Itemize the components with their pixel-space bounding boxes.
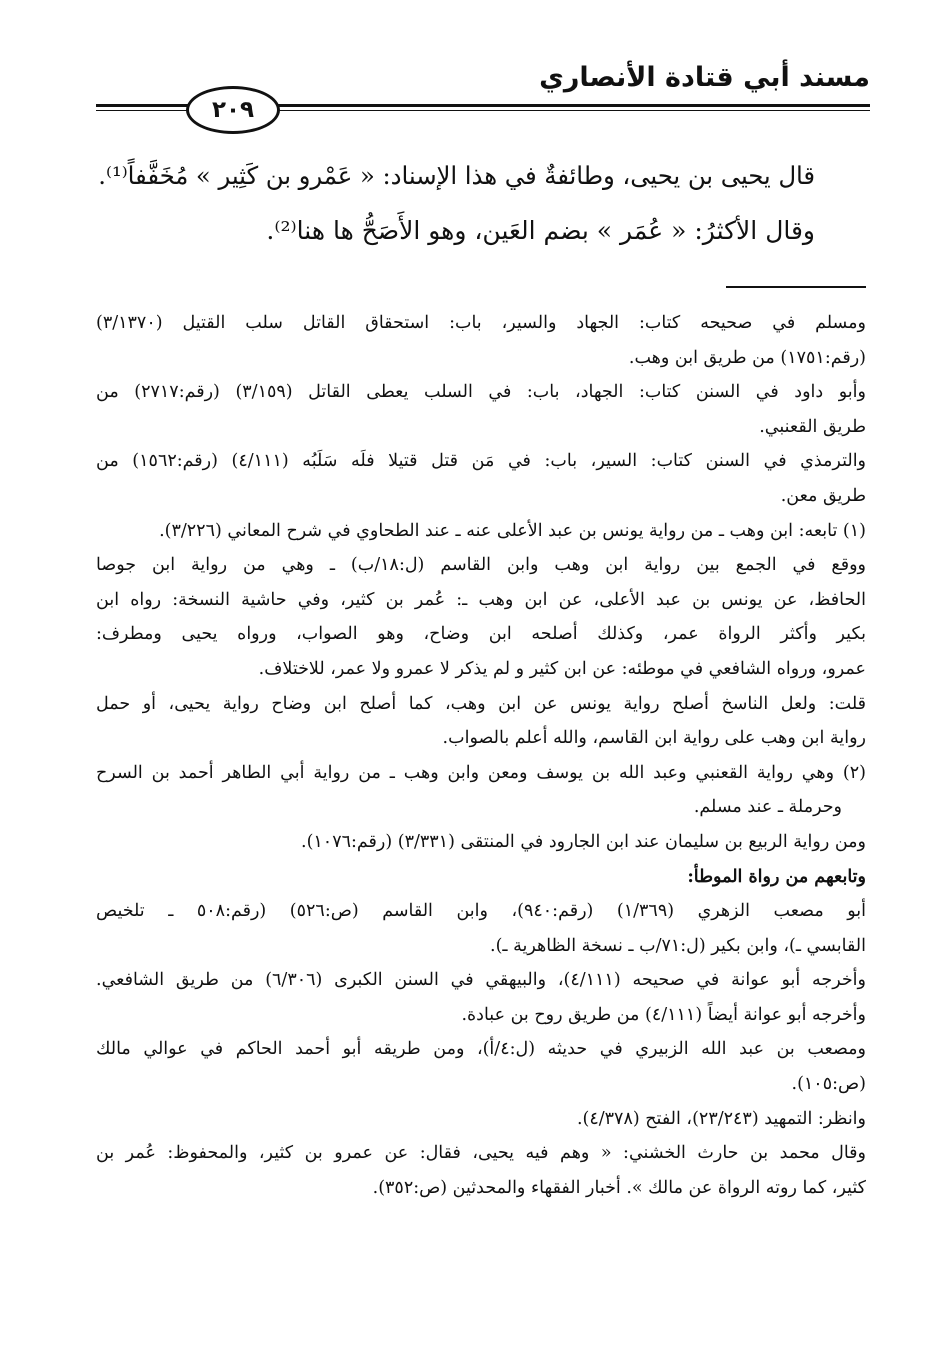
footnote-line: طريق القعنبي. (759, 416, 866, 437)
footnote-line: والترمذي في السنن كتاب: السير، باب: في مَن قتل قتيلا فلَه سَلَبُه (٤/١١١) (رقم:١٥٦٢) من (96, 451, 867, 472)
footnote-line: رواية ابن وهب على رواية ابن القاسم، والله أعلم بالصواب. (442, 728, 866, 749)
footnote-line: طريق معن. (780, 485, 866, 506)
page-number: ٢٠٩ (211, 97, 255, 123)
footnote-line: ومسلم في صحيحه كتاب: الجهاد والسير، باب: استحقاق القاتل سلب القتيل (٣/١٣٧٠) (96, 313, 866, 333)
footnote-line: ووقع في الجمع بين رواية ابن وهب وابن القاسم (ل:١٨/ب) ـ وهي من رواية ابن جوصا (96, 555, 866, 576)
main-text (95, 148, 815, 258)
footnote-line: بكير وأكثر الرواة عمر، وكذلك أصلحه ابن وضاح، وهو الصواب، ورواه يحيى ومطرف: (96, 624, 866, 645)
main-line: قال يحيى بن يحيى، وطائفةٌ في هذا الإسناد: « عَمْرو بن كَثِير » مُخَفَّفاً⁽¹⁾. (98, 161, 815, 190)
footnote-line: وانظر: التمهيد (٢٣/٢٤٣)، الفتح (٤/٣٧٨). (576, 1108, 866, 1129)
running-header-title: مسند أبي قتادة الأنصاري (539, 62, 870, 93)
footnote-line: (ص:١٠٥). (791, 1074, 866, 1095)
footnote-line: وحرملة ـ عند مسلم. (693, 797, 842, 818)
footnotes (96, 306, 866, 1205)
footnote-line: وأخرجه أبو عوانة أيضاً (٤/١١١) من طريق روح بن عبادة. (461, 1004, 866, 1025)
footnote-line: الحافظ، عن يونس بن عبد الأعلى، عن ابن وهب ـ: عُمر بن كثير، وفي حاشية النسخة: رواه ابن (96, 589, 866, 610)
footnote-line: ومصعب بن عبد الله الزبيري في حديثه (ل:٤/أ)، ومن طريقه أبو أحمد الحاكم في عوالي مالك (96, 1039, 866, 1060)
footnote-line: كثير، كما روته الرواة عن مالك ». أخبار الفقهاء والمحدثين (ص:٣٥٢). (372, 1177, 866, 1198)
page-number-oval (186, 86, 280, 134)
footnote-line: (رقم:١٧٥١) من طريق ابن وهب. (628, 347, 866, 368)
footnote-line: قلت: ولعل الناسخ أصلح رواية يونس عن ابن وهب، كما أصلح ابن وضاح رواية يحيى، أو حمل (96, 693, 866, 714)
footnote-separator (726, 286, 866, 288)
footnote-line: وأبو داود في السنن كتاب: الجهاد، باب: في السلب يعطى القاتل (٣/١٥٩) (رقم:٢٧١٧) من (96, 382, 866, 403)
footnote-line: عمرو، ورواه الشافعي في موطئه: عن ابن كثير و لم يذكر لا عمرو ولا عمر، للاختلاف. (258, 658, 866, 679)
footnote-line: القابسي ـ)، وابن بكير (ل:٧١/ب ـ نسخة الظاهرية ـ). (490, 935, 866, 956)
footnote-line: أبو مصعب الزهري (١/٣٦٩) (رقم:٩٤٠)، وابن القاسم (ص:٥٢٦) (رقم:٥٠٨ ـ تلخيص (96, 901, 867, 922)
footnote-line: (١) تابعه: ابن وهب ـ من رواية يونس بن عبد الأعلى عنه ـ عند الطحاوي في شرح المعاني (٣/٢٢٦). (159, 520, 866, 541)
footnote-line: وأخرجه أبو عوانة في صحيحه (٤/١١١)، والبيهقي في السنن الكبرى (٦/٣٠٦) من طريق الشافعي. (96, 970, 866, 991)
footnote-line: وقال محمد بن حارث الخشني: « وهم فيه يحيى، فقال: عن عمرو بن كثير، والمحفوظ: عُمر بن (96, 1143, 866, 1164)
footnote-line: ومن رواية الربيع بن سليمان عند ابن الجارود في المنتقى (٣/٣٣١) (رقم:١٠٧٦). (301, 831, 866, 852)
footnote-subheading: وتابعهم من رواة الموطأ: (687, 866, 866, 887)
footnote-line: (٢) وهي رواية القعنبي وعبد الله بن يوسف ومعن وابن وهب ـ من رواية أبي الطاهر أحمد بن السرح (96, 762, 866, 783)
main-line: وقال الأكثرُ: « عُمَر » بضم العَين، وهو الأَصَحُّ ها هنا⁽²⁾. (266, 216, 815, 245)
